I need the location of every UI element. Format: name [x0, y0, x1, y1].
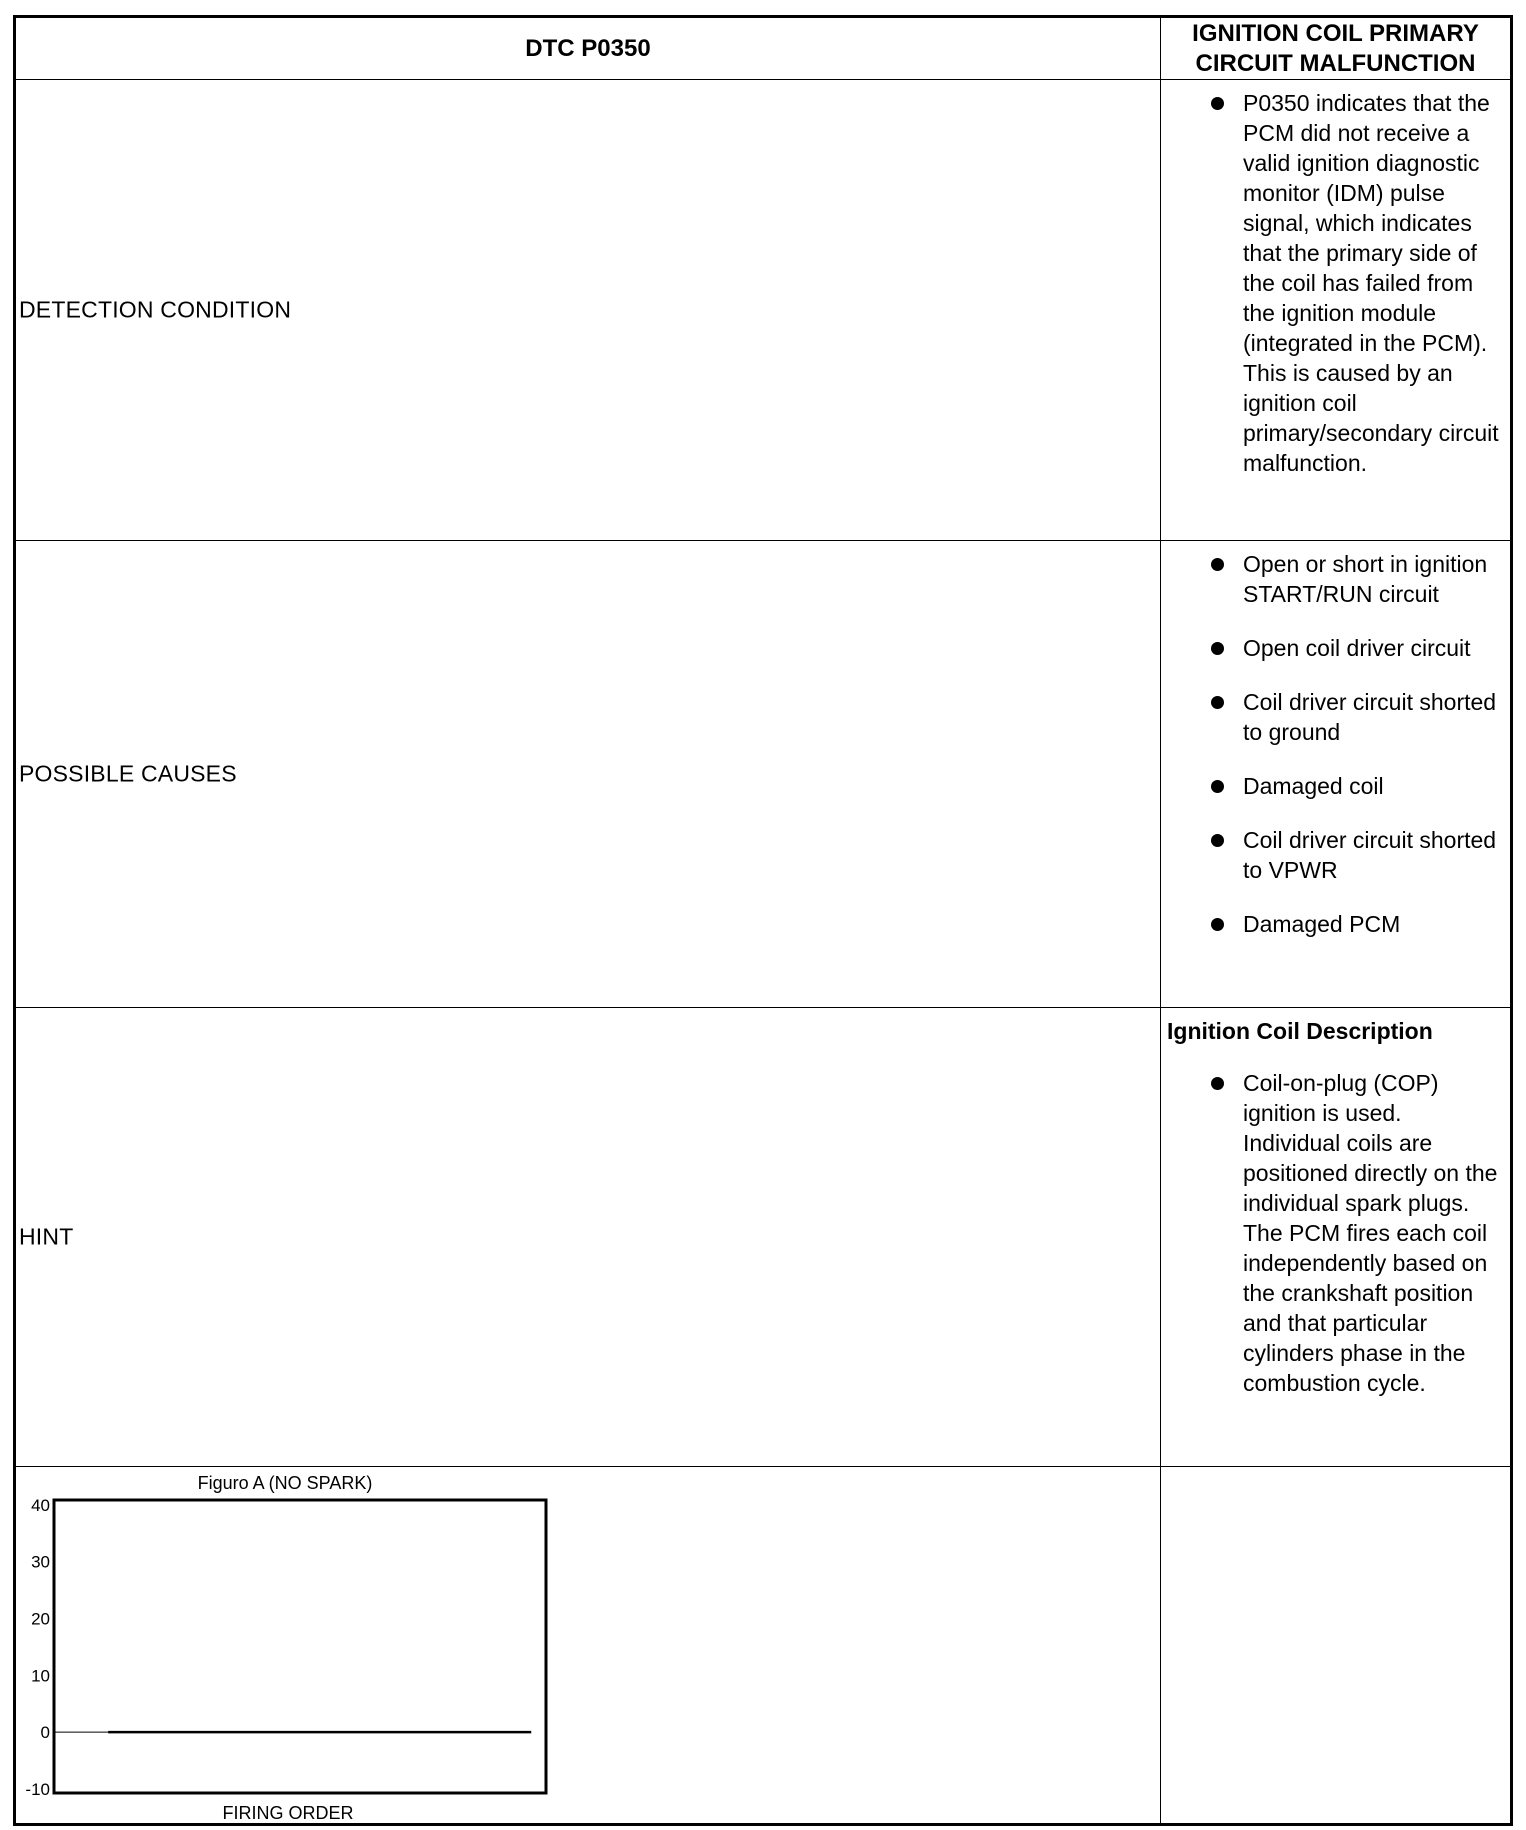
y-tick-label: 10 [31, 1666, 50, 1686]
causes-content [1161, 541, 1510, 1007]
dtc-title: IGNITION COIL PRIMARY CIRCUIT MALFUNCTION [1192, 19, 1479, 77]
cause-item: Damaged coil [1167, 771, 1500, 801]
detection-label: DETECTION CONDITION [19, 296, 292, 323]
causes-label: POSSIBLE CAUSES [19, 760, 237, 787]
plot-frame [54, 1500, 546, 1793]
cause-item: Open or short in ignition START/RUN circuit [1167, 549, 1500, 609]
cause-item: Coil driver circuit shorted to ground [1167, 687, 1500, 747]
hint-item: Coil-on-plug (COP) ignition is used. Individual coils are positioned directly on the individual spark plugs. The PCM fires each coil independently based on the crankshaft position and that particular cylinders phase in the combustion cycle. [1167, 1068, 1500, 1398]
header-row [16, 18, 1510, 80]
cause-item: Damaged PCM [1167, 909, 1500, 939]
dtc-table [13, 15, 1513, 1826]
hint-label: HINT [19, 1223, 74, 1250]
figure-chart [16, 1467, 1160, 1823]
chart-title: Figuro A (NO SPARK) [197, 1473, 373, 1493]
cause-item: Open coil driver circuit [1167, 633, 1500, 663]
y-tick-label: 30 [31, 1552, 50, 1572]
x-axis-label: FIRING ORDER [222, 1803, 354, 1823]
dtc-code: DTC P0350 [525, 34, 651, 62]
y-tick-label: -10 [25, 1780, 50, 1799]
hint-content [1161, 1008, 1510, 1466]
detection-content [1161, 80, 1510, 540]
chart-svg [16, 1467, 1160, 1823]
detection-row [16, 80, 1510, 541]
figure-empty-cell [1161, 1467, 1510, 1823]
detection-item: P0350 indicates that the PCM did not receive a valid ignition diagnostic monitor (IDM) pulse signal, which indicates that the primary side of the coil has failed from the ignition module (integrated in the PCM). This is caused by an ignition coil primary/secondary circuit malfunction. [1167, 88, 1500, 478]
hint-heading: Ignition Coil Description [1167, 1018, 1433, 1044]
cause-item: Coil driver circuit shorted to VPWR [1167, 825, 1500, 885]
y-tick-label: 40 [31, 1495, 50, 1515]
hint-row [16, 1008, 1510, 1467]
y-tick-label: 0 [40, 1723, 50, 1743]
causes-row [16, 541, 1510, 1008]
y-tick-label: 20 [31, 1609, 50, 1629]
figure-row [16, 1467, 1510, 1823]
